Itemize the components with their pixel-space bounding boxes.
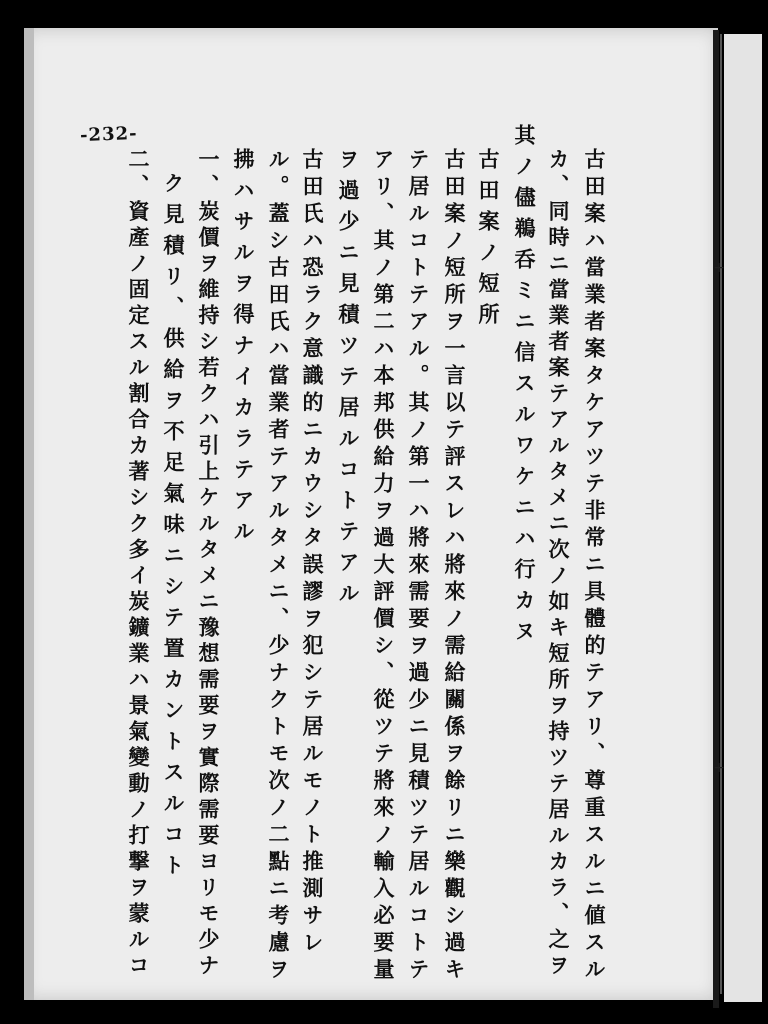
text-column: 拂ハサルヲ得ナイカラテアル <box>231 148 256 551</box>
page-number: -232- <box>79 123 138 146</box>
text-column: テ居ルコトテアル。其ノ第一ハ將來需要ヲ過少ニ見積ツテ居ルコトテ <box>406 148 431 985</box>
text-column: アリ、其ノ第二ハ本邦供給力ヲ過大評價シ、從ツテ將來ノ輸入必要量 <box>371 148 396 985</box>
list-item: 二、資產ノ固定スル割合カ著シク多イ炭鑛業ハ景氣變動ノ打撃ヲ蒙ルコ <box>126 148 151 980</box>
spine-edge-line <box>720 34 722 994</box>
list-item-continuation: ク見積リ、供給ヲ不足氣味ニシテ置カントスルコト <box>161 172 186 885</box>
text-column: 古田案ハ當業者案タケアツテ非常ニ具體的テアリ、尊重スルニ値スル <box>582 148 607 985</box>
section-heading: 古田案ノ短所 <box>476 148 501 334</box>
next-page-edge <box>724 34 762 1002</box>
list-item: 一、炭價ヲ維持シ若クハ引上ケルタメニ豫想需要ヲ實際需要ヨリモ少ナ <box>196 148 221 980</box>
text-column: ヲ過少ニ見積ツテ居ルコトテアル <box>336 148 361 613</box>
text-column: 古田氏ハ恐ラク意識的ニカウシタ誤謬ヲ犯シテ居ルモノト推測サレ <box>300 148 325 958</box>
text-column: ル。蓋シ古田氏ハ當業者テアルタメニ、少ナクトモ次ノ二點ニ考慮ヲ <box>266 148 291 985</box>
book-spine <box>713 30 719 1008</box>
left-gutter <box>24 28 34 1000</box>
text-column: 其ノ儘鵜呑ミニ信スルワケニハ行カヌ <box>512 124 537 651</box>
binding-mark-icon: + <box>713 760 725 776</box>
binding-mark-icon: + <box>713 260 725 276</box>
text-column: カ、同時ニ當業者案テアルタメニ次ノ如キ短所ヲ持ツテ居ルカラ、之ヲ <box>546 148 571 980</box>
text-column: 古田案ノ短所ヲ一言以テ評スレハ將來ノ需給關係ヲ餘リニ樂觀シ過キ <box>442 148 467 985</box>
